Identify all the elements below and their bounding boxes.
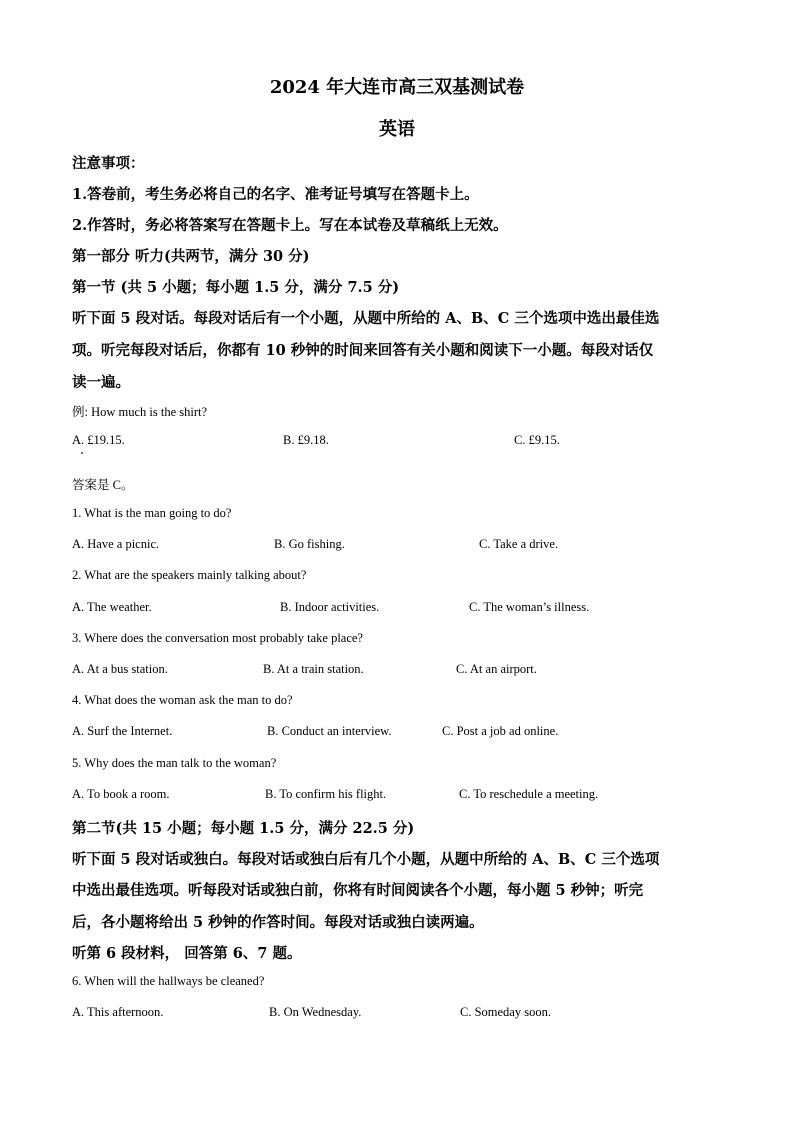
section1-instruction-line: 读一遍。 — [72, 374, 130, 391]
q6-option-c: C. Someday soon. — [460, 1005, 551, 1019]
example-option-c: C. £9.15. — [514, 433, 560, 447]
section2-heading: 第二节(共 15 小题；每小题 1.5 分，满分 22.5 分) — [72, 820, 415, 837]
part1-heading: 第一部分 听力(共两节，满分 30 分) — [72, 248, 310, 265]
notice-item-2: 2.作答时，务必将答案写在答题卡上。写在本试卷及草稿纸上无效。 — [72, 217, 508, 234]
example-option-b: B. £9.18. — [283, 433, 329, 447]
q5-option-b: B. To confirm his flight. — [265, 787, 387, 801]
section2-instruction-line: 听下面 5 段对话或独白。每段对话或独白后有几个小题，从题中所给的 A、B、C 三个选项 — [72, 851, 660, 868]
question-3: 3. Where does the conversation most probably take place? — [72, 631, 363, 645]
q2-option-a: A. The weather. — [72, 600, 152, 614]
q1-option-b: B. Go fishing. — [274, 537, 345, 551]
section2-instruction-line: 后，各小题将给出 5 秒钟的作答时间。每段对话或独白读两遍。 — [72, 914, 484, 931]
question-5: 5. Why does the man talk to the woman? — [72, 756, 277, 770]
question-2: 2. What are the speakers mainly talking about? — [72, 568, 307, 582]
q4-option-a: A. Surf the Internet. — [72, 724, 173, 738]
q6-option-b: B. On Wednesday. — [269, 1005, 362, 1019]
question-1: 1. What is the man going to do? — [72, 506, 232, 520]
q1-option-c: C. Take a drive. — [479, 537, 559, 551]
notice-heading: 注意事项： — [72, 155, 145, 172]
q3-option-a: A. At a bus station. — [72, 662, 168, 676]
q5-option-a: A. To book a room. — [72, 787, 170, 801]
q4-option-b: B. Conduct an interview. — [267, 724, 392, 738]
question-6: 6. When will the hallways be cleaned? — [72, 974, 265, 988]
section1-heading: 第一节 (共 5 小题；每小题 1.5 分，满分 7.5 分) — [72, 279, 400, 296]
q3-option-c: C. At an airport. — [456, 662, 537, 676]
section1-instruction-line: 听下面 5 段对话。每段对话后有一个小题，从题中所给的 A、B、C 三个选项中选出最佳选 — [72, 310, 660, 327]
q5-option-c: C. To reschedule a meeting. — [459, 787, 599, 801]
example-answer: 答案是 C。 — [72, 478, 134, 492]
q6-option-a: A. This afternoon. — [72, 1005, 164, 1019]
material-6-heading: 听第 6 段材料， 回答第 6、7 题。 — [72, 945, 302, 962]
example-question: 例: How much is the shirt? — [72, 405, 208, 419]
q2-option-b: B. Indoor activities. — [280, 600, 380, 614]
q1-option-a: A. Have a picnic. — [72, 537, 160, 551]
page-title: 2024 年大连市高三双基测试卷 — [269, 77, 525, 98]
q3-option-b: B. At a train station. — [263, 662, 364, 676]
section2-instruction-line: 中选出最佳选项。听每段对话或独白前，你将有时间阅读各个小题，每小题 5 秒钟；听完 — [72, 882, 644, 899]
notice-item-1: 1.答卷前，考生务必将自己的名字、准考证号填写在答题卡上。 — [72, 186, 479, 203]
question-4: 4. What does the woman ask the man to do? — [72, 693, 293, 707]
q2-option-c: C. The woman’s illness. — [469, 600, 590, 614]
example-option-a: A. £19.15. — [72, 433, 125, 447]
section1-instruction-line: 项。听完每段对话后，你都有 10 秒钟的时间来回答有关小题和阅读下一小题。每段对话仅 — [72, 342, 654, 359]
stray-dot — [81, 452, 83, 454]
q4-option-c: C. Post a job ad online. — [442, 724, 559, 738]
subject-title: 英语 — [379, 119, 415, 140]
